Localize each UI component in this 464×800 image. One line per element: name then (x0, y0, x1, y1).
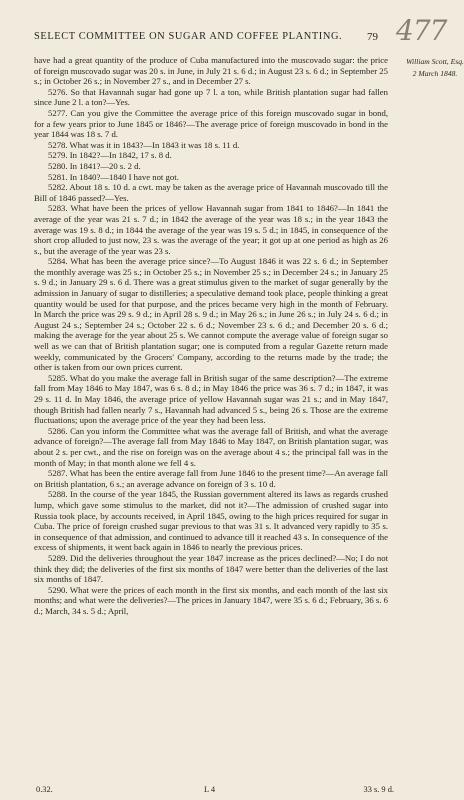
handwritten-folio-number: 477 (396, 14, 447, 47)
page-number: 79 (367, 31, 378, 43)
page-footer (34, 785, 394, 797)
running-header (34, 31, 378, 42)
paragraph: 5278. What was it in 1843?—In 1843 it was 18 s. 11 d. (48, 139, 240, 150)
footer-catchword: 33 s. 9 d. (363, 785, 394, 794)
paragraph: 5285. What do you make the average fall in British sugar of the same description?—The extreme fall from May 1846 to May 1847, was 6 s. 8 d.; in May 1846 the price was 36 s. 7 d.; in 1847, it was 29 s. 11 d. In May 1846, the average price of yellow Havannah sugar was 21 s.; and in May 1847, though British had fallen nearly 7 s., Havannah had advanced 5 s., being 26 s. Those are the extreme fluctuations; upon the average price of the year they had been less. (34, 372, 388, 426)
paragraph: have had a great quantity of the produce of Cuba manufactured into the muscovado sugar: the price of foreign muscovado sugar was 20 s. in June, in July 21 s. 6 d.; in August 23 s. 6 d.; in September 25 s.; in October 26 s.; in November 27 s., and in December 27 s. (34, 55, 388, 87)
witness-name: William Scott, Esq. (406, 57, 464, 66)
footer-signature: 0.32. (36, 785, 53, 794)
paragraph: 5286. Can you inform the Committee what was the average fall of British, and what the average advance of foreign?—The average fall from May 1846 to May 1847, on British plantation sugar, was about 2 s. per cwt., and the rise on foreign was on the average about 4 s.; the principal fall was in the month of May; in that month alone we fell 4 s. (34, 425, 388, 468)
testimony-body (34, 55, 388, 616)
paragraph: 5281. In 1840?—1840 I have not got. (48, 171, 179, 182)
paragraph: 5279. In 1842?—In 1842, 17 s. 8 d. (48, 150, 172, 161)
paragraph: 5290. What were the prices of each month in the first six months, and each month of the last six months; and what were the deliveries?—The prices in January 1847, were 35 s. 6 d.; February, 36 s. 6 d.; March, 34 s. 5 d.; April, (34, 584, 388, 616)
witness-date: 2 March 1848. (412, 69, 458, 78)
paragraph: 5289. Did the deliveries throughout the year 1847 increase as the prices declined?—No; I do not think they did; the deliveries of the first six months of 1847 were better than the deliveries of the last six months of 1847. (34, 552, 388, 585)
paragraph: 5288. In the course of the year 1845, the Russian government altered its laws as regards crushed lump, which gave some stimulus to the market, did not it?—The admission of crushed sugar into Russia took place, by accounts received, in April 1845, owing to the high prices required for sugar in Cuba. The price of foreign crushed sugar previous to that was 31 s. It advanced very rapidly to 35 s. in consequence of that admission, and continued to advance till it reached 43 s. In consequence of the excess of shipments, it went back again in 1846 to nearly the previous prices. (34, 489, 388, 553)
paragraph: 5277. Can you give the Committee the average price of this foreign muscovado sugar in bond, for a few years prior to June 1845 or 1846?—The average price of foreign muscovado in bond in the year 1844 was 18 s. 7 d. (34, 107, 388, 140)
footer-signature-mark: L 4 (204, 785, 216, 794)
paragraph: 5276. So that Havannah sugar had gone up 7 l. a ton, while British plantation sugar had fallen since June 2 l. a ton?—Yes. (34, 86, 388, 108)
margin-note (406, 56, 464, 80)
paragraph: 5282. About 18 s. 10 d. a cwt. may be taken as the average price of Havannah muscovado till the Bill of 1846 passed?—Yes. (34, 182, 388, 203)
paragraph: 5284. What has been the average price since?—To August 1846 it was 22 s. 6 d.; in September the monthly average was 25 s.; in October 25 s.; in November 25 s.; in December 24 s.; in January 25 s. 9 d.; in January 29 s. 6 d. There was a great stimulus given to the market of sugar generally by the admission in January of sugar to distilleries; a speculative demand took place, people thinking a great quantity would be used for that purpose, and the prices became very high in the month of February. In March the price was 29 s. 9 d.; in April 28 s. 9 d.; in May 26 s.; in June 26 s.; in July 24 s. 6 d.; in August 24 s.; September 24 s.; October 22 s. 6 d.; November 23 s. 6 d.; and December 20 s. 6 d.; making the average for the year about 25 s. We cannot compute the average value of foreign sugar so well as we can that of British plantation sugar; one is computed from a regular Gazette return made weekly, communicated by the Grocers' Company, according to the returns made by the trade; the other is taken from our own prices current. (34, 256, 388, 373)
header-title: SELECT COMMITTEE ON SUGAR AND COFFEE PLANTING. (34, 31, 343, 42)
paragraph: 5287. What has been the entire average fall from June 1846 to the present time?—An average fall on British plantation, 6 s.; an average advance on foreign of 3 s. 10 d. (34, 468, 388, 489)
paragraph: 5283. What have been the prices of yellow Havannah sugar from 1841 to 1846?—In 1841 the average of the year was 21 s. 7 d.; in 1842 the average of the year was 18 s.; in the year 1843 the average was 19 s. 8 d.; in 1844 the average of the year was 19 s. 5 d.; in 1845, in consequence of the short crop alluded to just now, 23 s. was the average of the year; it got up at one period as high as 26 s., but the average of the year was 23 s. (34, 203, 388, 256)
paragraph: 5280. In 1841?—20 s. 2 d. (48, 160, 141, 171)
